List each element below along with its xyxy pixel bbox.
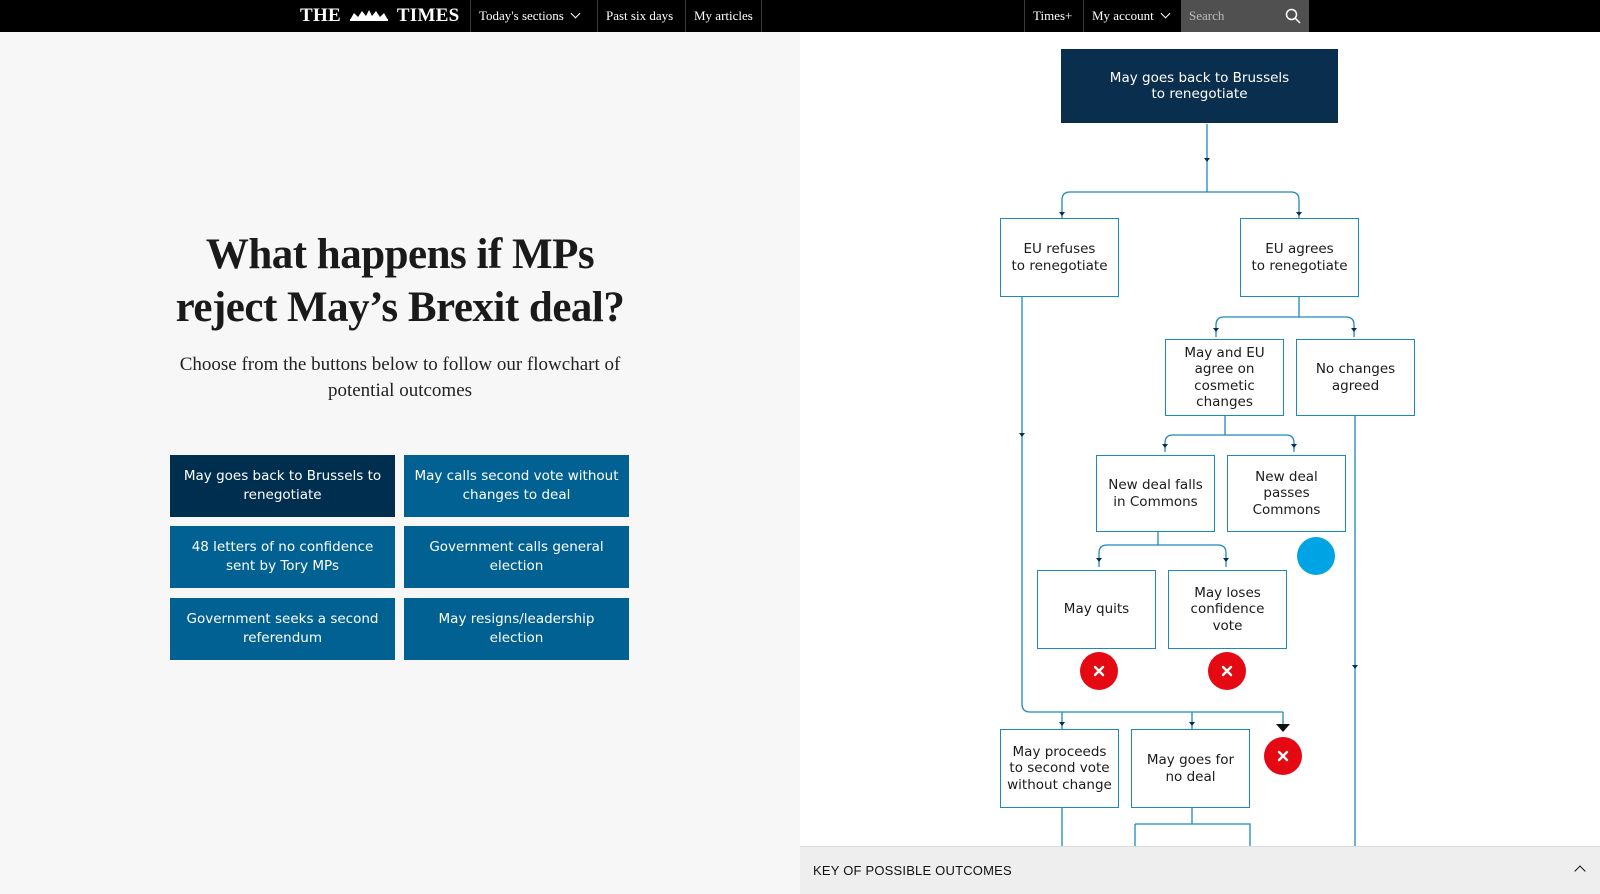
logo-text-right: TIMES bbox=[396, 5, 460, 26]
outcome-red-marker bbox=[1080, 652, 1118, 690]
node-eu-refuses bbox=[1000, 218, 1119, 297]
node-no-deal-line-2: no deal bbox=[1165, 768, 1216, 785]
search-icon[interactable] bbox=[1285, 8, 1301, 24]
node-second-vote bbox=[1000, 729, 1119, 808]
option-no-confidence-button[interactable]: 48 letters of no confidence sent by Tory MPs bbox=[170, 526, 395, 588]
intro-panel bbox=[0, 32, 800, 894]
node-second-vote-line-3: without change bbox=[1007, 776, 1112, 793]
chevron-down-icon bbox=[570, 9, 580, 19]
nav-past-six-days[interactable] bbox=[597, 0, 681, 32]
outcome-red-marker bbox=[1264, 737, 1302, 775]
node-deal-passes-line-1: New deal passes bbox=[1255, 468, 1318, 502]
outcomes-key-bar[interactable] bbox=[800, 846, 1600, 894]
node-deal-falls bbox=[1096, 455, 1215, 532]
node-second-vote-line-1: May proceeds bbox=[1012, 743, 1107, 760]
node-loses-line-2: confidence vote bbox=[1190, 601, 1265, 634]
node-eu-refuses-line-1: EU refuses bbox=[1023, 241, 1096, 257]
node-brussels-line-1: May goes back to Brussels bbox=[1109, 69, 1290, 86]
page-title-line-2: reject May’s Brexit deal? bbox=[175, 284, 625, 331]
nav-my-account-label: My account bbox=[1092, 8, 1154, 23]
top-navigation-bar bbox=[0, 0, 1600, 32]
node-deal-falls-line-1: New deal falls bbox=[1108, 477, 1203, 493]
search-input[interactable] bbox=[1181, 0, 1281, 32]
node-cosmetic-line-3: cosmetic bbox=[1194, 377, 1255, 394]
node-no-deal-line-1: May goes for bbox=[1146, 752, 1235, 768]
node-eu-agrees bbox=[1240, 218, 1359, 297]
node-eu-agrees-line-1: EU agrees bbox=[1265, 241, 1334, 257]
times-logo[interactable] bbox=[300, 0, 460, 32]
node-loses-line-1: May loses bbox=[1194, 584, 1261, 601]
node-cosmetic-line-2: agree on bbox=[1194, 361, 1255, 377]
node-cosmetic-changes bbox=[1165, 339, 1284, 416]
node-cosmetic-line-4: changes bbox=[1196, 394, 1253, 410]
nav-times-plus-label: Times+ bbox=[1033, 8, 1073, 23]
chevron-down-icon bbox=[1160, 9, 1170, 19]
node-may-quits-line-1: May quits bbox=[1063, 601, 1130, 618]
node-no-changes bbox=[1296, 339, 1415, 416]
page-title bbox=[100, 228, 700, 334]
node-deal-passes-line-2: Commons bbox=[1252, 501, 1321, 518]
option-resigns-button[interactable]: May resigns/leadership election bbox=[404, 598, 629, 660]
nav-todays-sections-label: Today's sections bbox=[479, 8, 564, 23]
node-brussels-renegotiate bbox=[1061, 49, 1338, 123]
option-general-election-button[interactable]: Government calls general election bbox=[404, 526, 629, 588]
node-no-changes-line-2: agreed bbox=[1331, 377, 1380, 394]
page-title-line-1: What happens if MPs bbox=[205, 231, 595, 278]
nav-my-account[interactable] bbox=[1083, 0, 1177, 32]
node-eu-refuses-line-2: to renegotiate bbox=[1011, 257, 1108, 274]
node-eu-agrees-line-2: to renegotiate bbox=[1251, 257, 1348, 274]
outcome-blue-marker bbox=[1297, 537, 1335, 575]
node-no-changes-line-1: No changes bbox=[1315, 361, 1396, 377]
outcomes-key-label: KEY OF POSSIBLE OUTCOMES bbox=[813, 863, 1012, 878]
option-second-vote-button[interactable]: May calls second vote without changes to deal bbox=[404, 455, 629, 517]
cross-icon bbox=[1221, 665, 1233, 677]
option-brussels-button[interactable]: May goes back to Brussels to renegotiate bbox=[170, 455, 395, 517]
logo-text-left: THE bbox=[300, 5, 342, 26]
nav-my-articles[interactable] bbox=[685, 0, 762, 32]
node-brussels-line-2: to renegotiate bbox=[1151, 86, 1248, 102]
node-deal-falls-line-2: in Commons bbox=[1113, 493, 1198, 510]
nav-times-plus[interactable] bbox=[1024, 0, 1080, 32]
intro-subhead: Choose from the buttons below to follow our flowchart of potential outcomes bbox=[179, 354, 621, 401]
cross-icon bbox=[1277, 750, 1289, 762]
crest-icon bbox=[348, 8, 390, 22]
node-second-vote-line-2: to second vote bbox=[1009, 760, 1110, 777]
nav-my-articles-label: My articles bbox=[694, 8, 753, 23]
search-box bbox=[1181, 0, 1309, 32]
nav-todays-sections[interactable] bbox=[470, 0, 587, 32]
node-may-quits bbox=[1037, 570, 1156, 649]
flowchart-panel bbox=[800, 32, 1600, 894]
node-deal-passes bbox=[1227, 455, 1346, 532]
option-referendum-button[interactable]: Government seeks a second referendum bbox=[170, 598, 395, 660]
node-no-deal bbox=[1131, 729, 1250, 808]
outcome-red-marker bbox=[1208, 652, 1246, 690]
chevron-up-icon[interactable] bbox=[1574, 865, 1585, 876]
nav-past-six-days-label: Past six days bbox=[606, 8, 674, 23]
node-loses-confidence bbox=[1168, 570, 1287, 649]
cross-icon bbox=[1093, 665, 1105, 677]
node-cosmetic-line-1: May and EU bbox=[1184, 344, 1265, 361]
